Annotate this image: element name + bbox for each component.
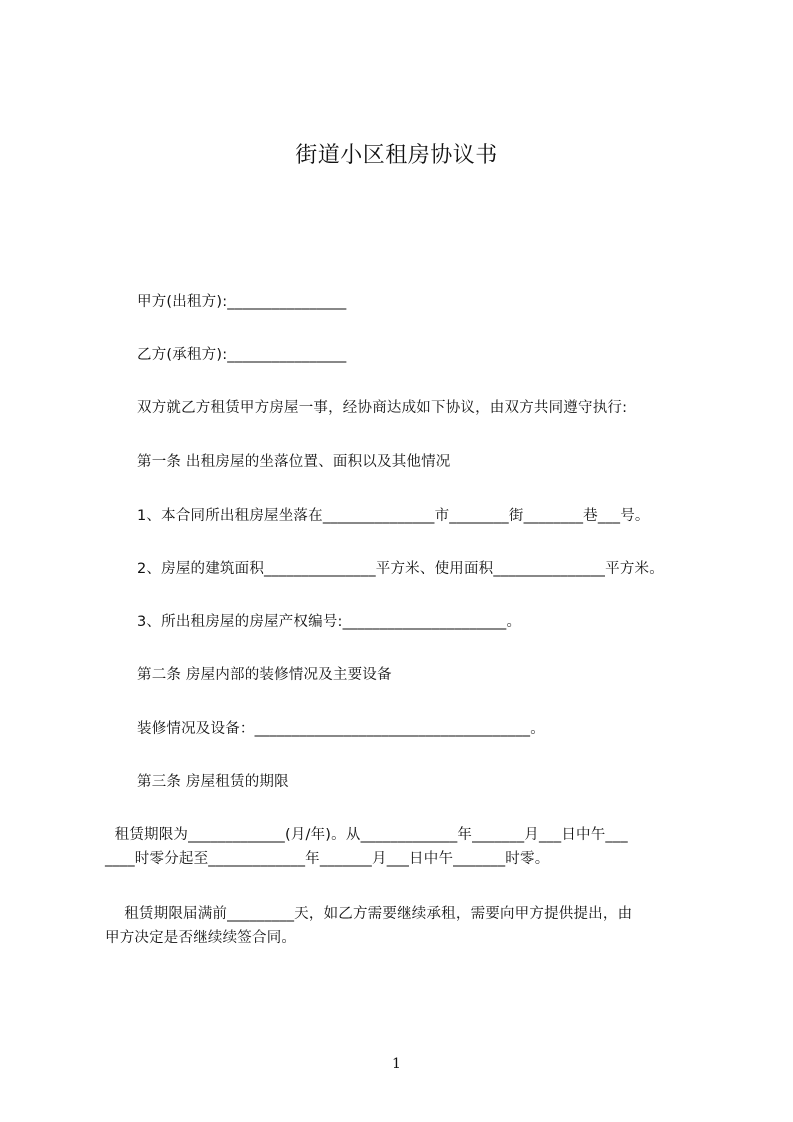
article3-renew-line2: 甲方决定是否继续续签合同。 <box>105 930 297 946</box>
intro-paragraph: 双方就乙方租赁甲方房屋一事，经协商达成如下协议，由双方共同遵守执行: <box>137 400 628 416</box>
party-a-line: 甲方(出租方):________________ <box>137 294 347 310</box>
article3-renew-paragraph <box>105 902 705 950</box>
document-title: 街道小区租房协议书 <box>295 143 498 168</box>
page-number: 1 <box>392 1056 401 1072</box>
article1-item2: 2、房屋的建筑面积_______________平方米、使用面积_______________平方米。 <box>137 561 664 577</box>
article3-term-line2: ____时零分起至_____________年_______月___日中午_______时零。 <box>105 851 550 867</box>
article1-item1: 1、本合同所出租房屋坐落在_______________市________街________巷___号。 <box>137 508 650 524</box>
article3-renew-line1: 租赁期限届满前_________天，如乙方需要继续承租，需要向甲方提供提出，由 <box>105 906 633 922</box>
article3-heading: 第三条 房屋租赁的期限 <box>137 774 289 790</box>
article1-item3: 3、所出租房屋的房屋产权编号:______________________。 <box>137 614 522 630</box>
article2-heading: 第二条 房屋内部的装修情况及主要设备 <box>137 667 392 683</box>
article1-heading: 第一条 出租房屋的坐落位置、面积以及其他情况 <box>137 454 451 470</box>
article2-body: 装修情况及设备：_____________________________________。 <box>137 721 545 737</box>
party-b-line: 乙方(承租方):________________ <box>137 347 347 363</box>
article3-term-paragraph <box>105 823 705 871</box>
article3-term-line1: 租赁期限为_____________(月/年)。从_____________年_______月___日中午___ <box>105 827 628 843</box>
